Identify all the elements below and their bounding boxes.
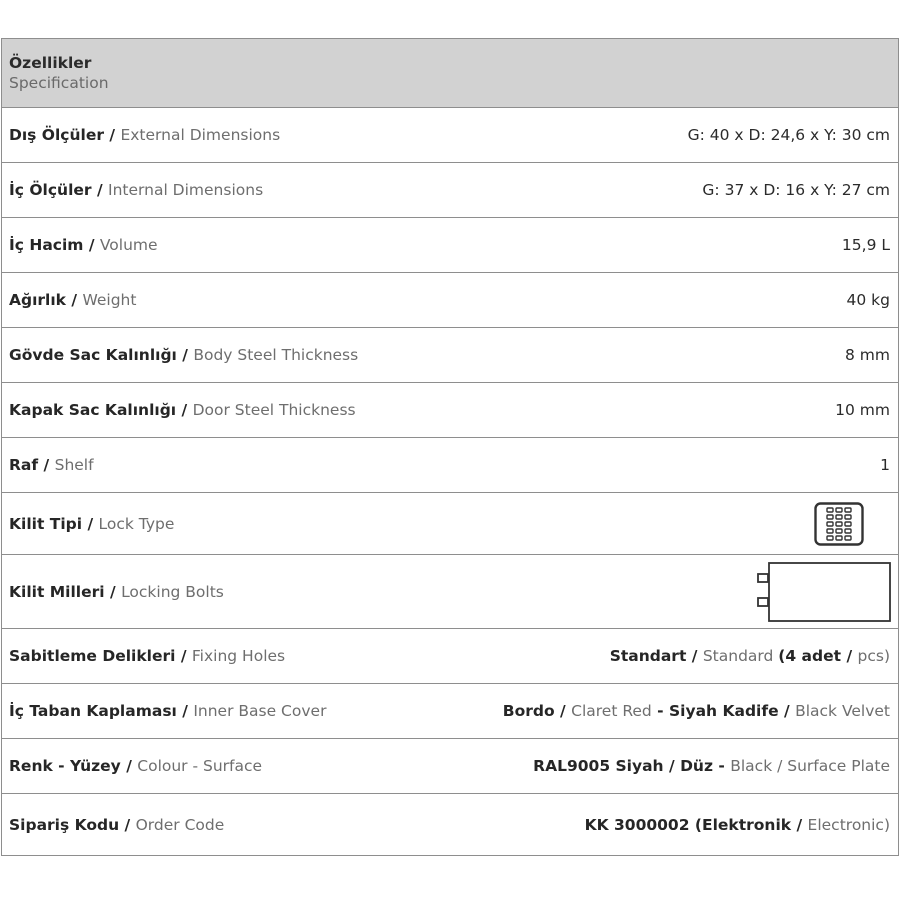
label-tr: Renk - Yüzey — [9, 757, 121, 775]
row-value: Bordo / Claret Red - Siyah Kadife / Black Velvet — [502, 702, 890, 720]
label-en: Inner Base Cover — [193, 702, 327, 720]
table-row — [1, 629, 899, 684]
label-tr: Sipariş Kodu — [9, 815, 120, 834]
label-en: Body Steel Thickness — [193, 346, 359, 364]
label-en: Order Code — [135, 815, 225, 834]
label-tr: Gövde Sac Kalınlığı — [9, 346, 177, 364]
row-value: 40 kg — [846, 291, 890, 309]
row-label: İç Ölçüler / Internal Dimensions — [9, 181, 264, 199]
row-label: Raf / Shelf — [9, 456, 94, 474]
table-row — [1, 739, 899, 794]
locking-bolts-icon — [756, 561, 892, 623]
header-title-tr: Özellikler — [9, 54, 92, 72]
table-row — [1, 684, 899, 739]
row-value: RAL9005 Siyah / Düz - Black / Surface Plate — [533, 757, 890, 775]
label-tr: İç Hacim — [9, 236, 84, 254]
table-header — [1, 39, 899, 108]
table-row — [1, 438, 899, 493]
row-label: Renk - Yüzey / Colour - Surface — [9, 757, 263, 775]
row-label: İç Taban Kaplaması / Inner Base Cover — [9, 702, 327, 720]
label-en: Shelf — [54, 456, 94, 474]
label-tr: Ağırlık — [9, 291, 66, 309]
table-row — [1, 328, 899, 383]
label-en: Fixing Holes — [191, 647, 286, 665]
label-tr: Raf — [9, 456, 39, 474]
table-row — [1, 383, 899, 438]
row-label: Sabitleme Delikleri / Fixing Holes — [9, 647, 286, 665]
label-en: Locking Bolts — [121, 582, 224, 601]
row-label: Sipariş Kodu / Order Code — [9, 815, 225, 834]
label-en: Lock Type — [98, 514, 175, 533]
row-value: 1 — [880, 456, 890, 474]
label-tr: Sabitleme Delikleri — [9, 647, 176, 665]
label-en: Door Steel Thickness — [192, 401, 356, 419]
label-tr: İç Ölçüler — [9, 181, 92, 199]
row-value: G: 37 x D: 16 x Y: 27 cm — [702, 181, 890, 199]
header-title-en: Specification — [9, 74, 109, 92]
label-en: Internal Dimensions — [108, 181, 264, 199]
row-label: Dış Ölçüler / External Dimensions — [9, 126, 281, 144]
row-value: G: 40 x D: 24,6 x Y: 30 cm — [687, 126, 890, 144]
label-tr: Dış Ölçüler — [9, 126, 104, 144]
row-value: 10 mm — [835, 401, 890, 419]
label-tr: Kilit Tipi — [9, 514, 83, 533]
row-value: 15,9 L — [841, 236, 890, 254]
row-label: Gövde Sac Kalınlığı / Body Steel Thickness — [9, 346, 359, 364]
row-label: İç Hacim / Volume — [9, 236, 158, 254]
label-en: Volume — [99, 236, 158, 254]
table-row — [1, 218, 899, 273]
table-row — [1, 273, 899, 328]
label-tr: Kapak Sac Kalınlığı — [9, 401, 177, 419]
row-value: 8 mm — [845, 346, 890, 364]
table-row — [1, 108, 899, 163]
row-label: Kilit Tipi / Lock Type — [9, 514, 175, 533]
row-label: Kapak Sac Kalınlığı / Door Steel Thickness — [9, 401, 356, 419]
table-row — [1, 493, 899, 555]
row-label: Ağırlık / Weight — [9, 291, 137, 309]
keypad-icon — [814, 502, 864, 546]
row-value: Standart / Standard (4 adet / pcs) — [609, 647, 890, 665]
label-en: External Dimensions — [120, 126, 281, 144]
label-tr: İç Taban Kaplaması — [9, 702, 177, 720]
table-row — [1, 555, 899, 629]
label-en: Colour - Surface — [137, 757, 263, 775]
label-en: Weight — [82, 291, 137, 309]
row-label: Kilit Milleri / Locking Bolts — [9, 582, 224, 601]
table-row — [1, 163, 899, 218]
label-tr: Kilit Milleri — [9, 582, 105, 601]
row-value: KK 3000002 (Elektronik / Electronic) — [584, 815, 890, 834]
table-row — [1, 794, 899, 856]
specification-table — [1, 38, 899, 856]
